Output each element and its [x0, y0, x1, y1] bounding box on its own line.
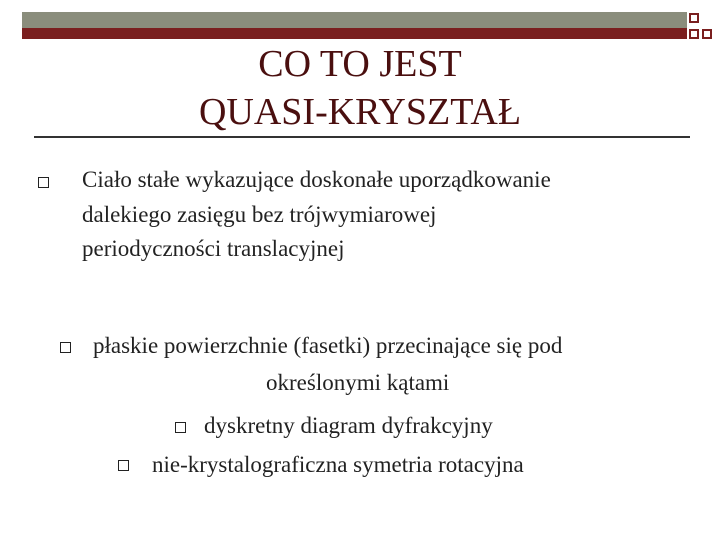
- bullet-2-line-1: płaskie powierzchnie (fasetki) przecinające się pod: [93, 333, 563, 358]
- bullet-square-icon: [38, 177, 49, 188]
- corner-square-icon: [689, 13, 699, 23]
- bullet-square-icon: [175, 422, 186, 433]
- bullet-square-icon: [60, 342, 71, 353]
- slide-title: [100, 40, 620, 136]
- title-line-2: QUASI-KRYSZTAŁ: [198, 91, 522, 133]
- bullet-square-icon: [118, 460, 129, 471]
- title-line-1: CO TO JEST: [258, 43, 462, 85]
- corner-square-icon: [702, 29, 712, 39]
- header-band-red: [22, 28, 687, 39]
- bullet-1-line-1: Ciało stałe wykazujące doskonałe uporządkowanie: [82, 167, 551, 192]
- title-underline: [34, 136, 690, 138]
- bullet-3-text: dyskretny diagram dyfrakcyjny: [204, 413, 493, 438]
- bullet-2-line-2: określonymi kątami: [266, 370, 450, 395]
- header-band-grey: [22, 12, 687, 28]
- bullet-1-line-3: periodyczności translacyjnej: [82, 236, 345, 261]
- bullet-4-text: nie-krystalograficzna symetria rotacyjna: [152, 452, 524, 477]
- bullet-1-line-2: dalekiego zasięgu bez trójwymiarowej: [82, 202, 437, 227]
- corner-square-icon: [689, 29, 699, 39]
